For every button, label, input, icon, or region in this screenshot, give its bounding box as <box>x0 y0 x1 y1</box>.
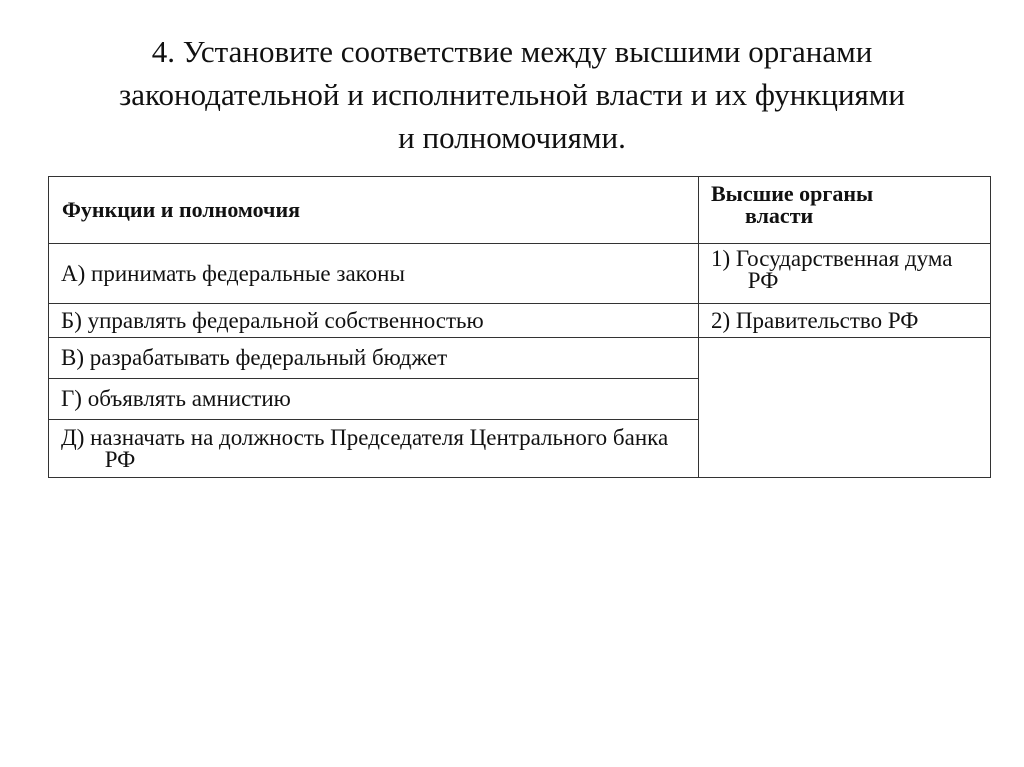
table-header-row <box>49 177 991 244</box>
function-a: А) принимать федеральные законы <box>49 244 699 304</box>
function-d: Г) объявлять амнистию <box>49 379 699 420</box>
header-organs-line-1: Высшие органы <box>711 181 874 206</box>
table-row <box>49 304 991 338</box>
organ-1 <box>699 244 991 304</box>
task-title-line-2: законодательной и исполнительной власти и их функциями <box>118 77 906 112</box>
organ-1-text: 1) Государственная дума РФ <box>711 246 953 293</box>
header-organs <box>699 177 991 244</box>
function-c: В) разрабатывать федеральный бюджет <box>49 338 699 379</box>
task-title <box>40 30 984 159</box>
task-title-line-1: 4. Установите соответствие между высшими органами <box>151 34 873 69</box>
function-e-text: Д) назначать на должность Председателя Центрального банка РФ <box>61 424 669 472</box>
matching-table <box>48 176 991 478</box>
table-row <box>49 338 991 379</box>
organ-2: 2) Правительство РФ <box>699 304 991 338</box>
function-e <box>49 420 699 478</box>
header-functions: Функции и полномочия <box>49 177 699 244</box>
table-row <box>49 244 991 304</box>
function-b: Б) управлять федеральной собственностью <box>49 304 699 338</box>
empty-organ-cell <box>699 338 991 478</box>
task-title-line-3: и полномочиями. <box>398 120 626 155</box>
header-organs-line-2: власти <box>745 203 814 228</box>
